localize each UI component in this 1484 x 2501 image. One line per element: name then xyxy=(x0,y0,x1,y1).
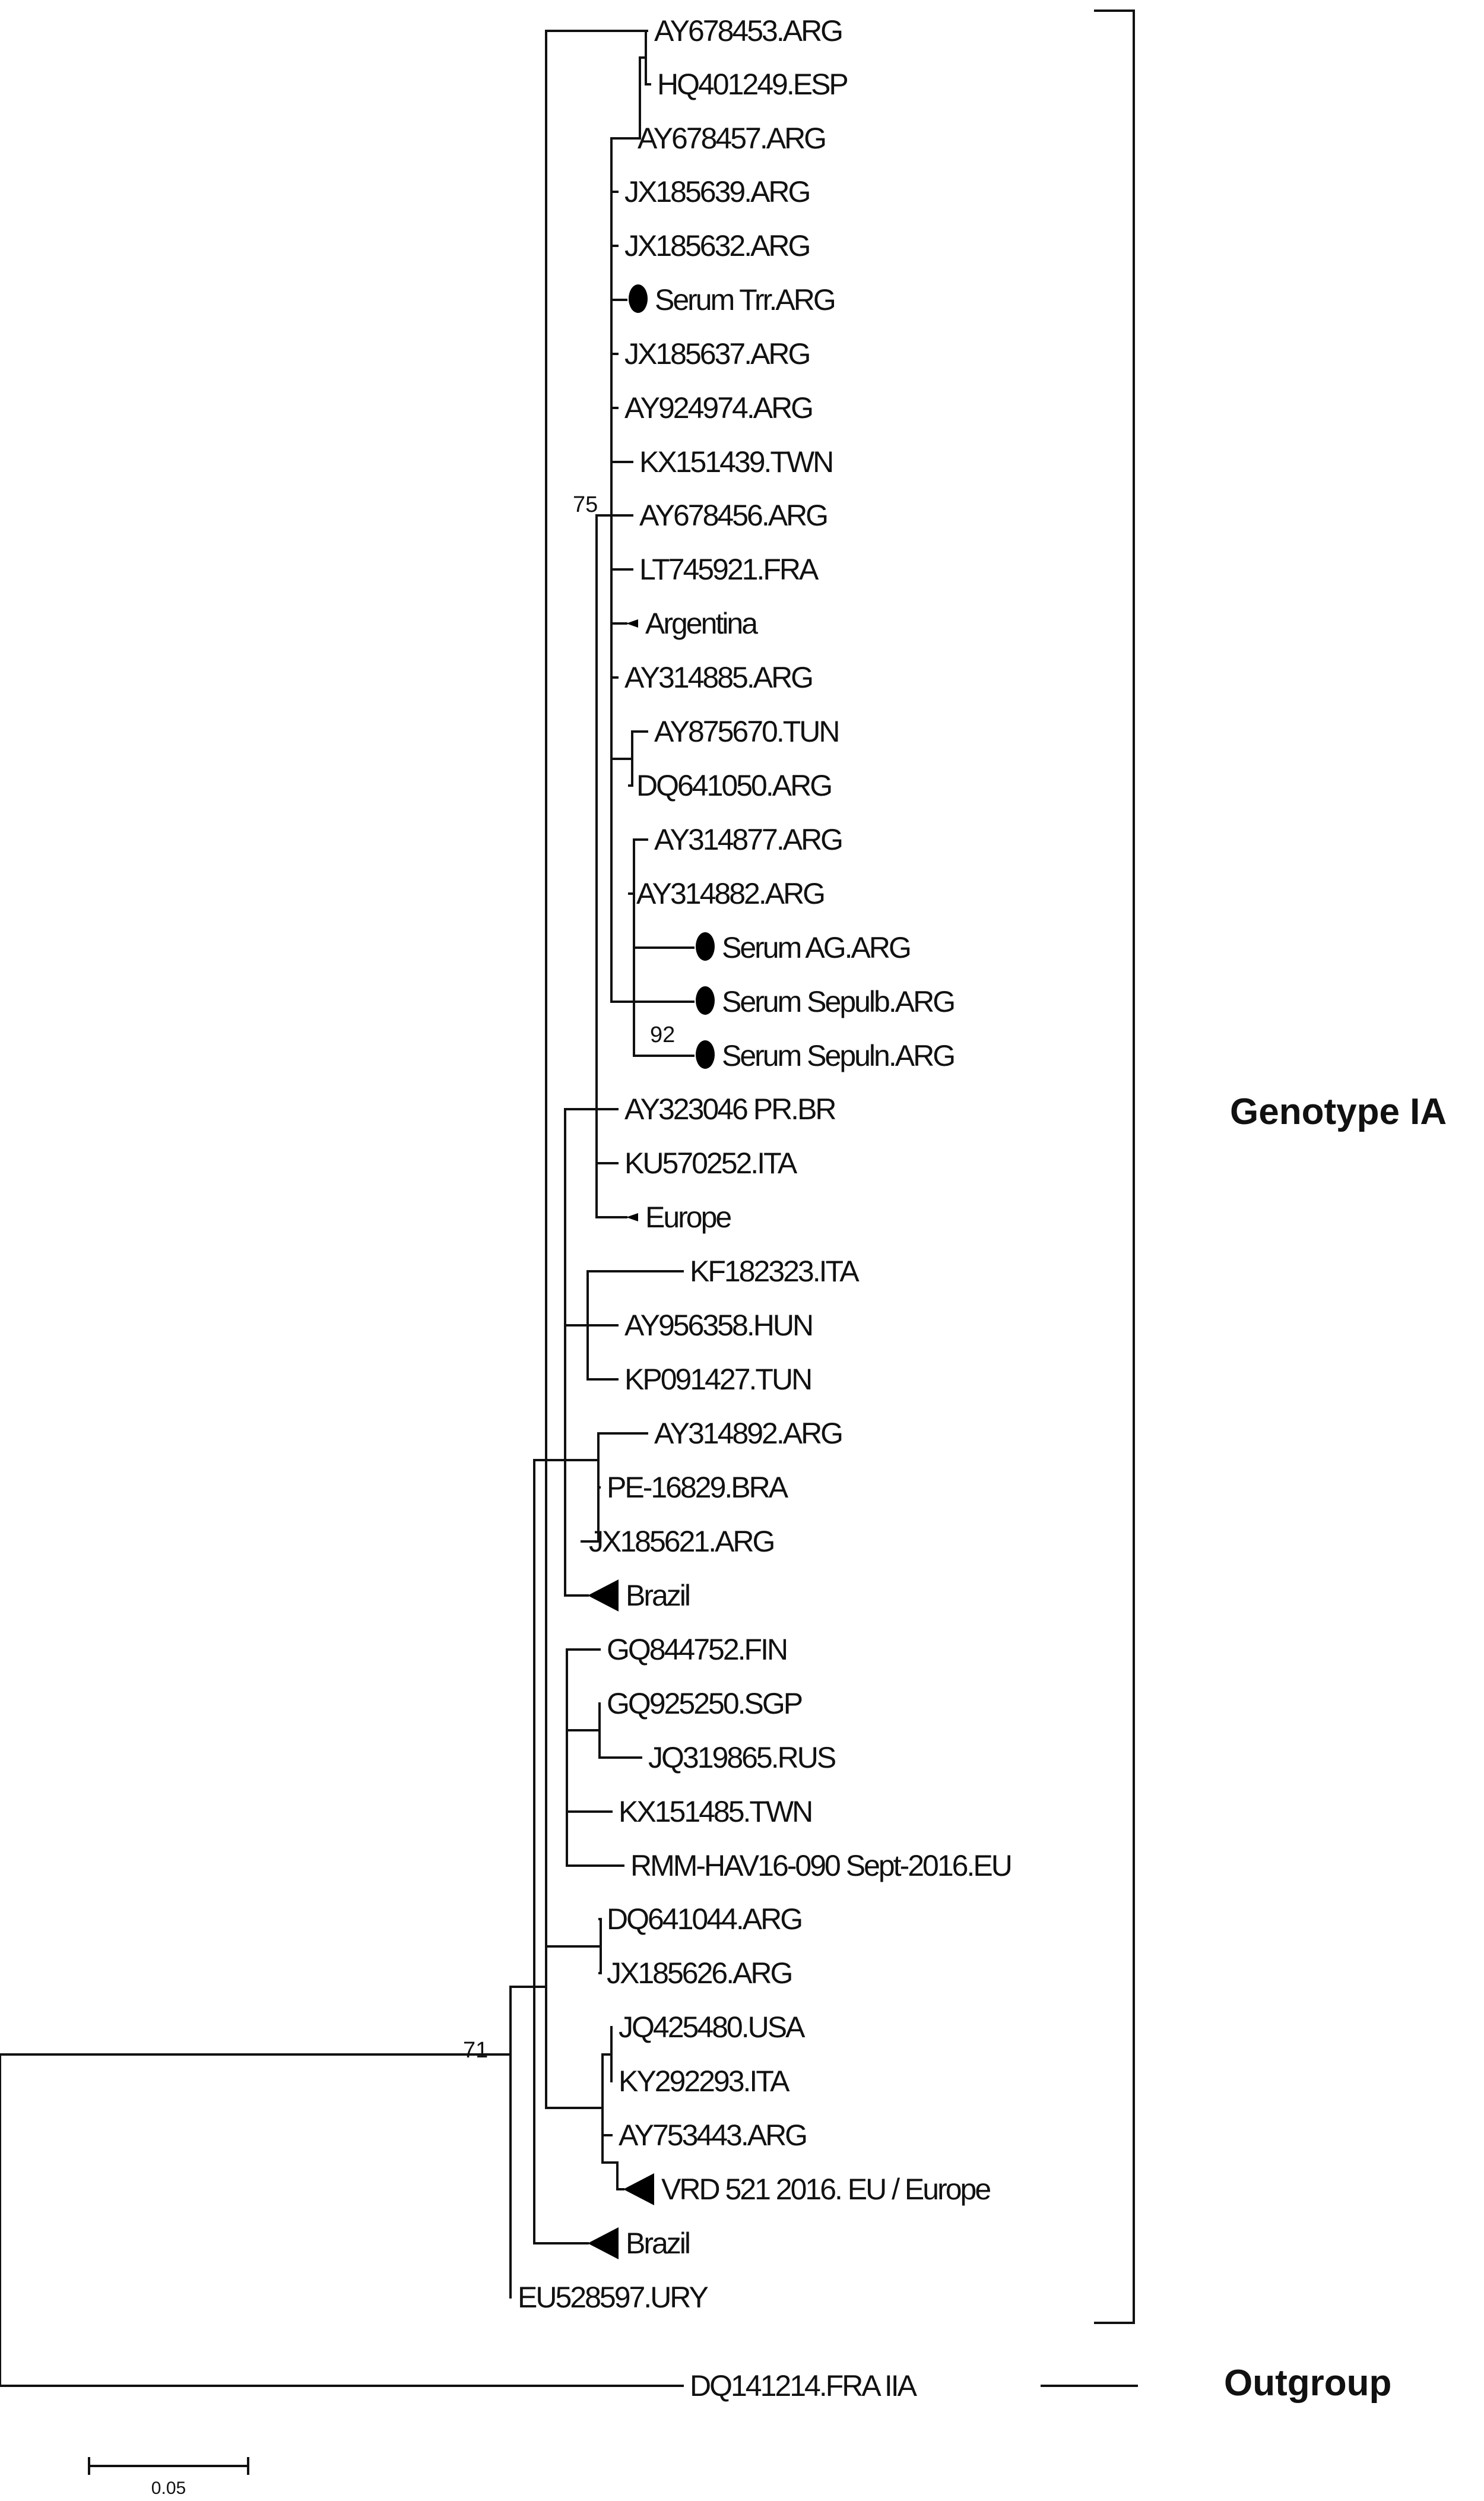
leaf-label: AY924974.ARG xyxy=(624,391,813,425)
leaf-label: Serum Sepuln.ARG xyxy=(722,1039,955,1072)
leaf-label: HQ401249.ESP xyxy=(657,68,847,101)
sample-dot-marker xyxy=(696,1040,715,1069)
collapsed-clade-triangle xyxy=(588,2227,619,2259)
leaf-label: EU528597.URY xyxy=(518,2281,707,2314)
leaf-label: KU570252.ITA xyxy=(624,1147,796,1180)
leaf-label: Serum Sepulb.ARG xyxy=(722,985,955,1018)
leaf-label: KX151485.TWN xyxy=(619,1795,812,1828)
sample-dot-marker xyxy=(696,986,715,1015)
leaf-label: KY292293.ITA xyxy=(619,2065,788,2098)
leaf-label: JQ425480.USA xyxy=(619,2011,804,2044)
collapsed-clade-triangle xyxy=(626,1213,638,1221)
collapsed-clade-triangle xyxy=(623,2173,654,2205)
leaf-label: KF182323.ITA xyxy=(690,1255,858,1288)
leaf-label: Europe xyxy=(645,1201,731,1234)
leaf-label: AY314892.ARG xyxy=(654,1417,842,1450)
leaf-label: PE-16829.BRA xyxy=(607,1471,787,1504)
leaf-label: Brazil xyxy=(626,2227,690,2260)
leaf-labels xyxy=(518,14,1011,2402)
leaf-label: AY753443.ARG xyxy=(619,2119,807,2152)
leaf-label: DQ641044.ARG xyxy=(607,1902,802,1936)
leaf-label: JX185637.ARG xyxy=(624,337,810,371)
sample-dot-marker xyxy=(629,284,648,313)
leaf-label: JX185621.ARG xyxy=(589,1525,774,1558)
leaf-label: JQ319865.RUS xyxy=(648,1741,835,1774)
bootstrap-value-92: 92 xyxy=(650,1022,676,1047)
collapsed-clade-triangle xyxy=(588,1579,619,1612)
bootstrap-value-71: 71 xyxy=(463,2038,489,2063)
scale-bar xyxy=(89,2458,248,2474)
leaf-label: AY314885.ARG xyxy=(624,661,813,694)
leaf-label: Brazil xyxy=(626,1579,690,1612)
sample-dot-marker xyxy=(696,932,715,961)
leaf-label: AY314882.ARG xyxy=(636,877,825,910)
leaf-label: Serum Trr.ARG xyxy=(655,283,835,316)
genotype-ia-bracket xyxy=(1095,11,1134,2323)
bootstrap-value-75: 75 xyxy=(573,492,598,517)
leaf-label: AY875670.TUN xyxy=(654,715,839,748)
leaf-label: AY678456.ARG xyxy=(639,499,827,532)
collapsed-clade-triangle xyxy=(626,619,638,628)
leaf-label: KX151439.TWN xyxy=(639,445,833,479)
leaf-label: JX185626.ARG xyxy=(607,1957,792,1990)
tree-branches xyxy=(0,31,693,2386)
leaf-label: KP091427.TUN xyxy=(624,1363,811,1396)
leaf-label: JX185639.ARG xyxy=(624,175,810,208)
leaf-label: Serum AG.ARG xyxy=(722,931,910,964)
leaf-label: AY314877.ARG xyxy=(654,823,842,856)
leaf-label: GQ844752.FIN xyxy=(607,1633,787,1666)
leaf-label: GQ925250.SGP xyxy=(607,1687,802,1720)
leaf-label: Argentina xyxy=(645,607,757,640)
leaf-label: AY678453.ARG xyxy=(654,14,842,48)
leaf-label: VRD 521 2016. EU / Europe xyxy=(661,2173,990,2206)
leaf-label: RMM-HAV16-090 Sept-2016.EU xyxy=(630,1849,1011,1882)
leaf-label: AY323046 PR.BR xyxy=(624,1093,835,1126)
leaf-label: JX185632.ARG xyxy=(624,229,810,262)
genotype-ia-label: Genotype IA xyxy=(1230,1091,1447,1132)
leaf-label: LT745921.FRA xyxy=(639,553,817,586)
outgroup-label: Outgroup xyxy=(1224,2363,1392,2404)
scale-bar-label: 0.05 xyxy=(151,2478,186,2498)
leaf-label: AY956358.HUN xyxy=(624,1309,813,1342)
leaf-label: DQ141214.FRA IIA xyxy=(690,2369,916,2402)
leaf-label: DQ641050.ARG xyxy=(636,769,832,802)
leaf-label: AY678457.ARG xyxy=(638,122,826,155)
